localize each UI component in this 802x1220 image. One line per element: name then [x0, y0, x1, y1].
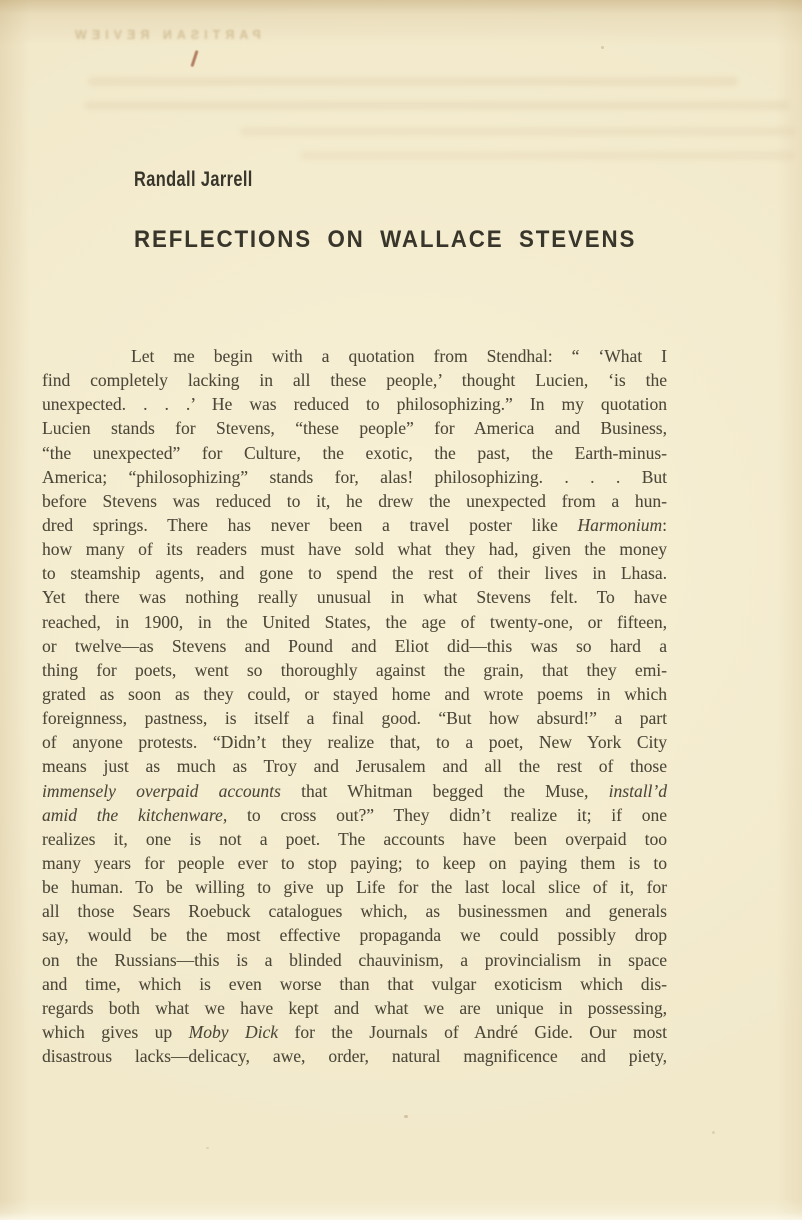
text-line: be human. To be willing to give up Life for the last local slice of it, for: [42, 877, 667, 898]
text-line: on the Russians—this is a blinded chauvinism, a provincialism in space: [42, 949, 667, 970]
text-line: disastrous lacks—delicacy, awe, order, natural magnificence and piety,: [42, 1046, 667, 1067]
ghost-showthrough-line: [88, 77, 738, 86]
text-line: reached, in 1900, in the United States, the age of twenty-one, or fifteen,: [42, 611, 667, 632]
text-line: Yet there was nothing really unusual in what Stevens felt. To have: [42, 587, 667, 608]
text-line: grated as soon as they could, or stayed home and wrote poems in which: [42, 683, 667, 704]
ghost-showthrough-masthead: PARTISAN REVIEW: [70, 28, 261, 42]
text-line: amid the kitchenware, to cross out?” They didn’t realize it; if one: [42, 804, 667, 825]
text-line: to steamship agents, and gone to spend the rest of their lives in Lhasa.: [42, 563, 667, 584]
text-line: foreignness, pastness, is itself a final good. “But how absurd!” a part: [42, 708, 667, 729]
paper-speck: [712, 1131, 715, 1134]
text-line: unexpected. . . .’ He was reduced to philosophizing.” In my quotation: [42, 394, 667, 415]
text-line: many years for people ever to stop paying; to keep on paying them is to: [42, 852, 667, 873]
paper-speck: [206, 1147, 209, 1149]
text-line: Let me begin with a quotation from Stendhal: “ ‘What I: [131, 346, 667, 366]
paper-speck: [601, 46, 604, 49]
text-line: before Stevens was reduced to it, he drew the unexpected from a hun-: [42, 490, 667, 511]
ghost-showthrough-line: [300, 151, 795, 160]
text-line: immensely overpaid accounts that Whitman begged the Muse, install’d: [42, 780, 667, 801]
text-line: realizes it, one is not a poet. The accounts have been overpaid too: [42, 828, 667, 849]
text-line: of anyone protests. “Didn’t they realize that, to a poet, New York City: [42, 732, 667, 753]
text-line: dred springs. There has never been a travel poster like Harmonium:: [42, 514, 667, 535]
paper-speck: [404, 1115, 408, 1118]
ghost-showthrough-line: [240, 127, 796, 136]
article-title: REFLECTIONS ON WALLACE STEVENS: [134, 226, 637, 253]
text-line: or twelve—as Stevens and Pound and Eliot did—this was so hard a: [42, 635, 667, 656]
text-line: regards both what we have kept and what we are unique in possessing,: [42, 997, 667, 1018]
text-line: say, would be the most effective propaganda we could possibly drop: [42, 925, 667, 946]
pen-mark: [190, 50, 198, 67]
text-line: Lucien stands for Stevens, “these people” for America and Business,: [42, 418, 667, 439]
ghost-showthrough-line: [84, 101, 790, 110]
text-line: and time, which is even worse than that vulgar exoticism which dis-: [42, 973, 667, 994]
text-line: find completely lacking in all these people,’ thought Lucien, ‘is the: [42, 370, 667, 391]
text-line: America; “philosophizing” stands for, alas! philosophizing. . . . But: [42, 466, 667, 487]
text-line: means just as much as Troy and Jerusalem and all the rest of those: [42, 756, 667, 777]
text-line: “the unexpected” for Culture, the exotic, the past, the Earth-minus-: [42, 442, 667, 463]
text-line: thing for poets, went so thoroughly against the grain, that they emi-: [42, 659, 667, 680]
author-name: Randall Jarrell: [134, 168, 253, 191]
text-line: how many of its readers must have sold what they had, given the money: [42, 539, 667, 560]
text-line: all those Sears Roebuck catalogues which, as businessmen and generals: [42, 901, 667, 922]
text-line: which gives up Moby Dick for the Journals of André Gide. Our most: [42, 1021, 667, 1042]
article-body: [42, 344, 667, 1068]
